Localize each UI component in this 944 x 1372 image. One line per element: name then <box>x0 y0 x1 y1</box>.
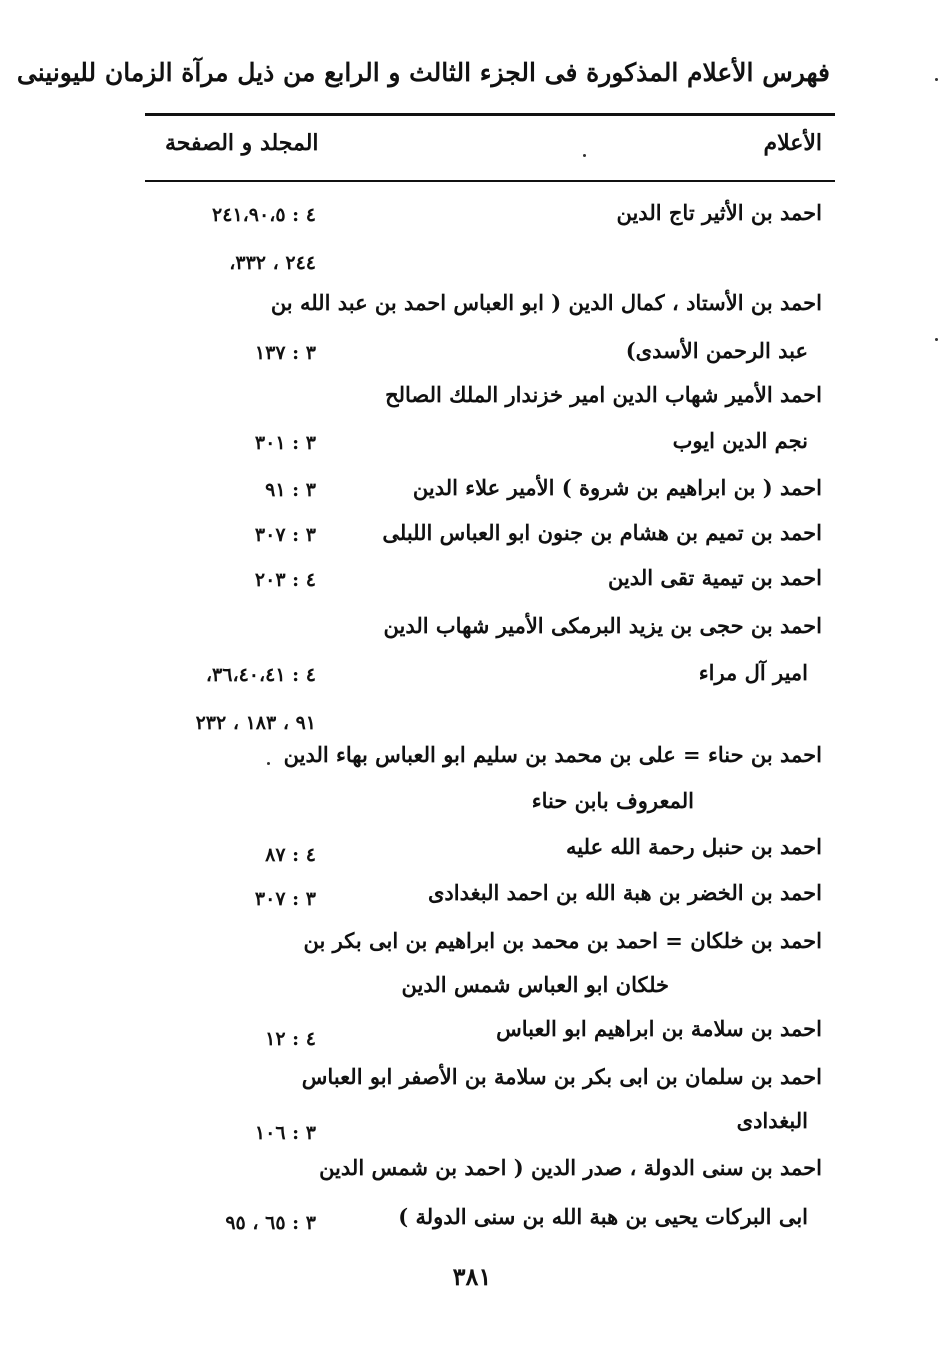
entry-name-line: المعروف بابن حناء <box>531 788 694 813</box>
entry-name-line: احمد ( بن ابراهيم بن شروة ) الأمير علاء الدين <box>412 475 822 500</box>
entry-reference: ٤ : ٢٠٣ <box>254 569 316 591</box>
entry-name-line: احمد بن سنى الدولة ، صدر الدين ( احمد بن شمس الدين <box>319 1155 822 1180</box>
column-header-volume-page: المجلد و الصفحة <box>165 130 319 156</box>
entry-name-line: ابى البركات يحيى بن هبة الله بن سنى الدولة ) <box>398 1204 808 1229</box>
entry-reference: ٣ : ١٠٦ <box>254 1122 316 1144</box>
entry-name-line: احمد بن حناء = على بن محمد بن سليم ابو العباس بهاء الدين <box>283 742 822 767</box>
entry-name-line: عبد الرحمن الأسدى) <box>625 338 808 363</box>
column-header-rule <box>145 180 835 182</box>
entry-name-line: احمد بن الأثير تاج الدين <box>616 200 822 225</box>
entry-reference: ٣ : ٣٠١ <box>254 432 316 454</box>
entry-name-line: احمد بن الأستاد ، كمال الدين ( ابو العباس احمد بن عبد الله بن <box>270 290 822 315</box>
header-rule <box>145 113 835 116</box>
column-header-names: الأعلام <box>763 130 822 156</box>
entry-reference: ٤ : ٢٤١،٩٠،٥ <box>212 204 316 226</box>
entry-name-line: نجم الدين ايوب <box>672 428 808 453</box>
speck-mark <box>935 338 938 341</box>
entry-name-line: احمد بن خلكان = احمد بن محمد بن ابراهيم بن ابى بكر بن <box>303 928 822 953</box>
entry-name-line: احمد بن تميم بن هشام بن جنون ابو العباس اللبلى <box>382 520 822 545</box>
entry-reference: ٤ : ٨٧ <box>265 844 316 866</box>
entry-name-line: احمد بن حجى بن يزيد البرمكى الأمير شهاب الدين <box>383 613 822 638</box>
entry-name-line: خلكان ابو العباس شمس الدين <box>401 972 669 997</box>
entry-reference: ٩١ ، ١٨٣ ، ٢٣٢ <box>195 712 316 734</box>
entry-name-line: احمد بن سلامة بن ابراهيم ابو العباس <box>496 1016 822 1041</box>
page-title: فهرس الأعلام المذكورة فى الجزء الثالث و الرابع من ذيل مرآة الزمان لليونينى <box>16 58 830 87</box>
entry-reference: ٣ : ٣٠٧ <box>254 524 316 546</box>
entry-reference: ٤ : ٣٦،٤٠،٤١، <box>205 664 316 686</box>
entry-name-line: البغدادى <box>736 1108 808 1133</box>
entry-name-line: احمد بن تيمية تقى الدين <box>607 565 822 590</box>
entry-name-line: احمد بن سلمان بن ابى بكر بن سلامة بن الأصفر ابو العباس <box>301 1064 822 1089</box>
entry-name-line: احمد الأمير شهاب الدين امير خزندار الملك الصالح <box>385 382 822 407</box>
page-number: ٣٨١ <box>452 1262 492 1291</box>
entry-reference: ٢٤٤ ، ٣٣٢، <box>229 252 316 274</box>
entry-name-line: احمد بن الخضر بن هبة الله بن احمد البغدادى <box>428 880 822 905</box>
entry-reference: ٣ : ٩١ <box>265 479 316 501</box>
entry-reference: ٣ : ١٣٧ <box>254 342 316 364</box>
entry-reference: ٣ : ٣٠٧ <box>254 888 316 910</box>
entry-name-line: احمد بن حنبل رحمة الله عليه <box>566 834 822 859</box>
speck-mark <box>267 762 270 765</box>
entry-reference: ٤ : ١٢ <box>265 1028 316 1050</box>
entry-reference: ٣ : ٦٥ ، ٩٥ <box>225 1212 316 1234</box>
speck-mark <box>935 78 938 81</box>
speck-mark <box>583 154 586 157</box>
entry-name-line: امير آل مراء <box>698 660 808 685</box>
